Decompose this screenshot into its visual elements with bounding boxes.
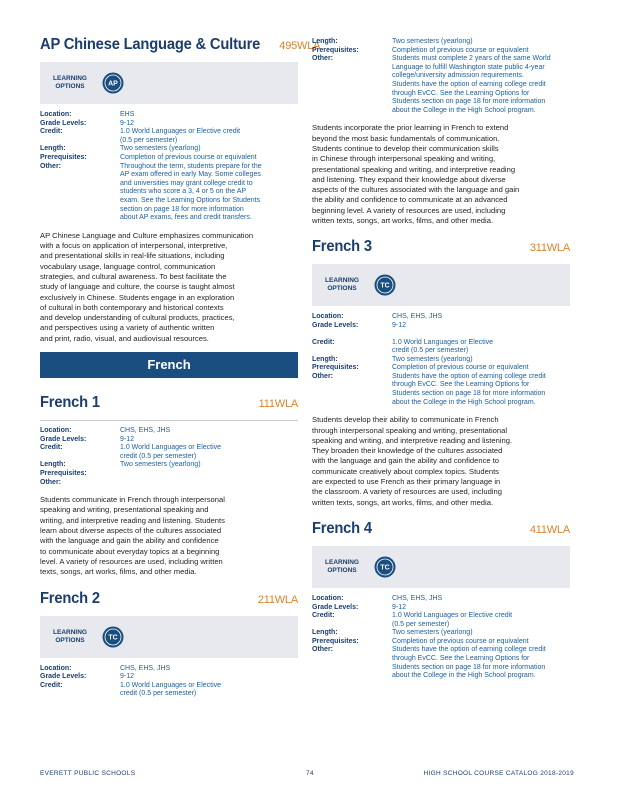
location-value: CHS, EHS, JHS <box>120 426 171 434</box>
ap-badge-icon <box>102 72 124 94</box>
course-code: 411WLA <box>529 523 570 536</box>
credit-value: 1.0 World Languages or Elective credit (0.5 per semester) <box>392 338 494 355</box>
location-value: CHS, EHS, JHS <box>120 664 171 672</box>
prerequisites-value <box>120 470 298 479</box>
course-info: Location: CHS, EHS, JHS Grade Levels: 9-12 Credit: 1.0 World Languages or Elective credit (0.5 per semester) Length: Two semesters (yearlong) Prerequisites: Completion of previous course or equivalent Other: Students have the option of earning college credit through EvCC. See the Learning Options for Students section on page 18 for more information about the College in the High School program. <box>312 595 570 681</box>
grade-levels-value: 9-12 <box>120 673 135 681</box>
length-value: Two semesters (yearlong) <box>392 629 473 637</box>
other-value: Students have the option of earning college credit through EvCC. See the Learning Options for Students section on page 18 for more information about the College in the High School program. <box>392 372 546 406</box>
location-value: CHS, EHS, JHS <box>392 313 443 321</box>
prerequisites-value: Completion of previous course or equivalent <box>392 46 529 54</box>
course-description: Students develop their ability to communicate in French through interpersonal speaking and writing, presentational speaking and writing, and interpretive reading and listening. They broaden their knowledge of the cultures associated with the language and gain the ability and confidence to communicate creatively about complex topics. Students are expected to use French as their primary language in the classroom. A variety of resources are used, including written texts, songs, art works, films, and other media. <box>312 415 513 507</box>
course-info: Location: CHS, EHS, JHS Grade Levels: 9-12 Credit: 1.0 World Languages or Elective credit (0.5 per semester) <box>40 665 298 699</box>
other-value <box>120 479 298 488</box>
right-column <box>312 38 570 681</box>
course-name: AP Chinese Language & Culture <box>40 36 261 53</box>
course-description: AP Chinese Language and Culture emphasizes communication with a focus on application of interpersonal, interpretive, and presentational skills in real-life situations, including vocabulary usage, language control, communication strategies, and cultural awareness. To best facilitate the study of language and culture, the course is taught almost exclusively in Chinese. Students engage in an exploration of cultural in both contemporary and historical contexts and develop understanding of cultural products, practices, and perspectives using a variety of authentic written and print, radio, visual, and audiovisual resources. <box>40 230 254 343</box>
grade-levels-value: 9-12 <box>120 119 135 127</box>
learning-options-box <box>312 546 570 588</box>
course-description: Students communicate in French through interpersonal speaking and writing, presentational speaking and writing, and interpretive reading and listening. Students learn about diverse aspects of the cultures associated with the language and gain the ability and confidence to communicate about everyday topics at a beginning level. A variety of resources are used, including written texts, songs, art works, films, and other media. <box>40 495 225 577</box>
course-heading-french-3 <box>312 238 570 256</box>
course-code: 211WLA <box>257 593 298 606</box>
credit-value: 1.0 World Languages or Elective credit (0.5 per semester) <box>120 128 241 144</box>
page-number: 74 <box>306 770 314 777</box>
grade-levels-value: 9-12 <box>392 603 407 611</box>
learning-options-label: LEARNING OPTIONS <box>325 277 359 293</box>
location-value: EHS <box>120 111 135 118</box>
course-code: 311WLA <box>529 242 570 255</box>
course-heading-french-2 <box>40 590 298 608</box>
course-info: Location: CHS, EHS, JHS Grade Levels: 9-12 Credit: 1.0 World Languages or Elective credit (0.5 per semester) Length: Two semesters (yearlong) Prerequisites: Completion of previous course or equivalent Other: Students have the option of earning college credit through EvCC. See the Learning Options for Students section on page 18 for more information about the College in the High School program. <box>312 313 570 407</box>
length-value: Two semesters (yearlong) <box>392 355 473 363</box>
grade-levels-value: 9-12 <box>120 435 135 443</box>
credit-value: 1.0 World Languages or Elective credit (0.5 per semester) <box>392 612 513 628</box>
svg-text:TC: TC <box>380 282 390 290</box>
prerequisites-value: Completion of previous course or equivalent <box>392 364 529 372</box>
section-banner-french: French <box>40 352 298 378</box>
course-info-continued: Length: Two semesters (yearlong) Prerequisites: Completion of previous course or equivalent Other: Students must complete 2 years of the same World Language to fulfill Washington state public 4-year college/university admission requirements. Students have the option of earning college credit through EvCC. See the Learning Options for Students section on page 18 for more information about the College in the High School program. <box>312 38 570 115</box>
learning-options-box <box>40 616 298 658</box>
footer-catalog-title: HIGH SCHOOL COURSE CATALOG 2018-2019 <box>423 770 574 777</box>
college-credit-badge-icon <box>102 626 124 648</box>
learning-options-label: LEARNING OPTIONS <box>325 558 359 574</box>
learning-options-label: LEARNING OPTIONS <box>53 75 87 90</box>
course-info: Location: EHS Grade Levels: 9-12 Credit: 1.0 World Languages or Elective credit (0.5 per semester) Length: Two semesters (yearlong) Prerequisites: Completion of previous course or equivalent Other: Throughout the term, students prepare for the AP exam offered in early May. Some colleges and universities may grant college credit to students who score a 3, 4 or 5 on the AP exam. See the Learning Options for Students section on page 18 for more information about AP exams, fees and credit transfers. <box>40 111 298 223</box>
course-description: Students incorporate the prior learning in French to extend beyond the most basic fundamentals of communication. Students continue to develop their communication skills in Chinese through interpersonal speaking and writing, presentational speaking and writing, and interpretive reading and listening. They expand their knowledge about diverse aspects of the cultures associated with the language and gain the ability and confidence to communicate at an advanced beginning level. A variety of resources are used, including written texts, songs, art works, films, and other media. <box>312 123 520 226</box>
other-value: Throughout the term, students prepare for the AP exam offered in early May. Some colleges and universities may grant college credit to students who score a 3, 4 or 5 on the AP exam. See the Learning Options for Students section on page 18 for more information about AP exams, fees and credit transfers. <box>120 162 262 222</box>
credit-value: 1.0 World Languages or Elective credit (0.5 per semester) <box>120 681 222 698</box>
length-value: Two semesters (yearlong) <box>120 461 201 469</box>
page-footer <box>40 770 574 777</box>
svg-text:AP: AP <box>108 80 118 88</box>
other-value: Students must complete 2 years of the same World Language to fulfill Washington state public 4-year college/university admission requirements. Students have the option of earning college credit through EvCC. See the Learning Options for Students section on page 18 for more information about the College in the High School program. <box>392 55 551 114</box>
course-heading-french-1 <box>40 394 298 412</box>
grade-levels-value: 9-12 <box>392 321 407 329</box>
svg-text:TC: TC <box>108 634 118 642</box>
other-value: Students have the option of earning college credit through EvCC. See the Learning Options for Students section on page 18 for more information about the College in the High School program. <box>392 646 546 680</box>
learning-options-label: LEARNING OPTIONS <box>53 628 87 644</box>
course-info: Location: CHS, EHS, JHS Grade Levels: 9-12 Credit: 1.0 World Languages or Elective credit (0.5 per semester) Length: Two semesters (yearlong) Prerequisites: Other: <box>40 420 298 487</box>
credit-value: 1.0 World Languages or Elective credit (0.5 per semester) <box>120 444 222 460</box>
college-credit-badge-icon <box>374 274 396 296</box>
length-value: Two semesters (yearlong) <box>392 38 473 45</box>
course-name: French 4 <box>312 519 372 537</box>
svg-text:TC: TC <box>380 564 390 572</box>
footer-district: EVERETT PUBLIC SCHOOLS <box>40 770 136 777</box>
learning-options-box <box>312 264 570 306</box>
college-credit-badge-icon <box>374 556 396 578</box>
course-code: 495WLA <box>279 40 321 52</box>
course-heading-french-4 <box>312 520 570 538</box>
course-name: French 2 <box>40 589 100 607</box>
course-heading-ap-chinese <box>40 36 321 54</box>
learning-options-box <box>40 62 298 104</box>
prerequisites-value: Completion of previous course or equivalent <box>120 153 257 161</box>
course-name: French 3 <box>312 238 372 256</box>
left-column <box>40 36 321 699</box>
course-code: 111WLA <box>258 397 298 410</box>
prerequisites-value: Completion of previous course or equivalent <box>392 637 529 645</box>
length-value: Two semesters (yearlong) <box>120 145 201 153</box>
location-value: CHS, EHS, JHS <box>392 594 443 602</box>
course-name: French 1 <box>40 393 100 411</box>
